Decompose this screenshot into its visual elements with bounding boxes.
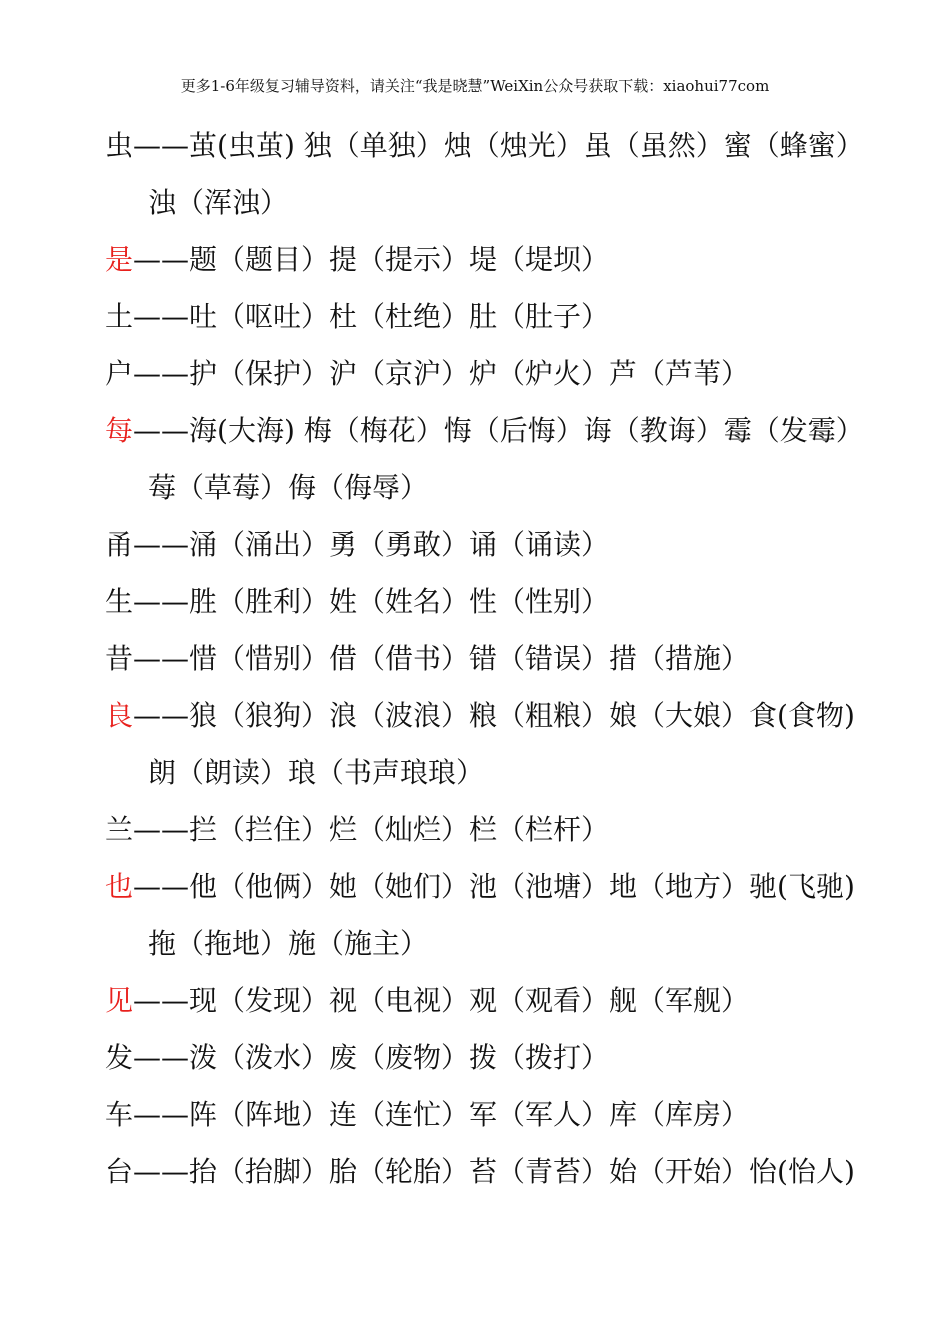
list-item (105, 124, 865, 181)
word-list (105, 124, 865, 1207)
radical-char: 昔 (105, 642, 134, 675)
word-entries: 拖（拖地）施（施主） (148, 927, 429, 960)
word-entries: ——拦（拦住）烂（灿烂）栏（栏杆） (133, 813, 610, 846)
word-entries: ——抬（抬脚）胎（轮胎）苔（青苔）始（开始）怡(怡人) (133, 1155, 855, 1188)
word-entries: ——他（他俩）她（她们）池（池塘）地（地方）驰(飞驰) (133, 870, 855, 903)
list-item-continuation (105, 922, 865, 979)
radical-char: 良 (105, 699, 134, 732)
header-note: 更多1-6年级复习辅导资料，请关注“我是晓慧”WeiXin公众号获取下载：xiaohui77com (180, 77, 770, 95)
radical-char: 虫 (105, 129, 134, 162)
radical-char: 见 (105, 984, 134, 1017)
list-item (105, 580, 865, 637)
list-item-continuation (105, 751, 865, 808)
word-entries: ——护（保护）沪（京沪）炉（炉火）芦（芦苇） (133, 357, 750, 390)
word-entries: ——惜（惜别）借（借书）错（错误）措（措施） (133, 642, 750, 675)
list-item (105, 808, 865, 865)
list-item-continuation (105, 181, 865, 238)
radical-char: 土 (105, 300, 134, 333)
word-entries: ——涌（涌出）勇（勇敢）诵（诵读） (133, 528, 610, 561)
word-entries: ——现（发现）视（电视）观（观看）舰（军舰） (133, 984, 750, 1017)
word-entries: 浊（浑浊） (148, 186, 289, 219)
radical-char: 是 (105, 243, 134, 276)
list-item (105, 238, 865, 295)
list-item (105, 694, 865, 751)
list-item (105, 637, 865, 694)
radical-char: 兰 (105, 813, 134, 846)
radical-char: 甬 (105, 528, 134, 561)
list-item (105, 1150, 865, 1207)
word-entries: ——海(大海) 梅（梅花）悔（后悔）诲（教诲）霉（发霉） (133, 414, 864, 447)
list-item (105, 352, 865, 409)
word-entries: ——泼（泼水）废（废物）拨（拨打） (133, 1041, 610, 1074)
list-item (105, 295, 865, 352)
list-item-continuation (105, 466, 865, 523)
word-entries: ——狼（狼狗）浪（波浪）粮（粗粮）娘（大娘）食(食物) (133, 699, 855, 732)
word-entries: 莓（草莓）侮（侮辱） (148, 471, 429, 504)
list-item (105, 865, 865, 922)
word-entries: ——吐（呕吐）杜（杜绝）肚（肚子） (133, 300, 610, 333)
list-item (105, 1036, 865, 1093)
word-entries: ——茧(虫茧) 独（单独）烛（烛光）虽（虽然）蜜（蜂蜜） (133, 129, 864, 162)
word-entries: ——胜（胜利）姓（姓名）性（性别） (133, 585, 610, 618)
radical-char: 发 (105, 1041, 134, 1074)
radical-char: 户 (105, 357, 134, 390)
radical-char: 也 (105, 870, 134, 903)
list-item (105, 979, 865, 1036)
word-entries: ——题（题目）提（提示）堤（堤坝） (133, 243, 610, 276)
list-item (105, 1093, 865, 1150)
radical-char: 台 (105, 1155, 134, 1188)
radical-char: 生 (105, 585, 134, 618)
list-item (105, 523, 865, 580)
list-item (105, 409, 865, 466)
word-entries: ——阵（阵地）连（连忙）军（军人）库（库房） (133, 1098, 750, 1131)
radical-char: 每 (105, 414, 134, 447)
word-entries: 朗（朗读）琅（书声琅琅） (148, 756, 485, 789)
radical-char: 车 (105, 1098, 134, 1131)
